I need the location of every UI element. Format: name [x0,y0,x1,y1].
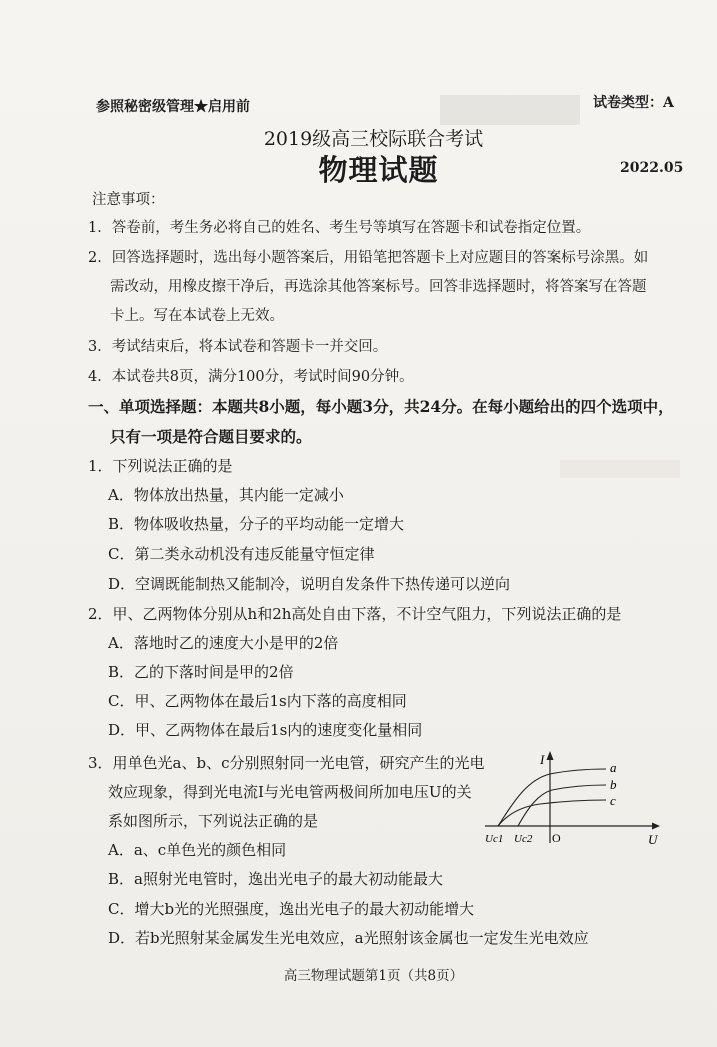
question-option: A．a、c单色光的颜色相同 [108,841,287,859]
curve-label-b: b [610,777,617,792]
question-option: D．若b光照射某金属发生光电效应，a光照射该金属也一定发生光电效应 [108,929,589,947]
section-heading-cont: 只有一项是符合题目要求的。 [110,427,312,446]
exam-date: 2022.05 [620,160,684,176]
origin-label: O [552,831,561,845]
x-axis-arrow [652,823,660,830]
notice-item: 4．本试卷共8页，满分100分，考试时间90分钟。 [88,369,414,385]
notice-item: 3．考试结束后，将本试卷和答题卡一并交回。 [88,339,388,355]
curve-label-a: a [610,760,617,775]
notice-item: 1．答卷前，考生务必将自己的姓名、考生号等填写在答题卡和试卷指定位置。 [88,220,591,236]
question-option: D．甲、乙两物体在最后1s内的速度变化量相同 [108,721,423,739]
question-option: B．物体吸收热量，分子的平均动能一定增大 [108,515,405,533]
question-stem: 3．用单色光a、b、c分别照射同一光电管，研究产生的光电 [88,754,485,772]
question-option: A．落地时乙的速度大小是甲的2倍 [108,634,339,652]
question-option: A．物体放出热量，其内能一定减小 [108,486,344,504]
uc1-label: Uc1 [485,833,504,845]
notice-heading: 注意事项： [92,192,165,208]
notice-item: 卡上。写在本试卷上无效。 [110,308,284,324]
question-stem: 2．甲、乙两物体分别从h和2h高处自由下落，不计空气阻力，下列说法正确的是 [88,605,622,623]
notice-item: 需改动，用橡皮擦干净后，再选涂其他答案标号。回答非选择题时，将答案写在答题 [110,279,647,295]
page-title: 物理试题 [318,153,439,187]
question-option: C．甲、乙两物体在最后1s内下落的高度相同 [108,692,407,710]
curve-c [498,800,606,826]
question-stem: 1．下列说法正确的是 [88,457,233,475]
question-option: B．乙的下落时间是甲的2倍 [108,663,294,681]
x-axis-label: U [648,832,658,847]
question-option: B．a照射光电管时，逸出光电子的最大初动能最大 [108,870,443,888]
page-footer: 高三物理试题第1页（共8页） [283,968,464,984]
section-heading: 一、单项选择题：本题共8小题，每小题3分，共24分。在每小题给出的四个选项中， [88,397,674,416]
question-stem-cont: 系如图所示，下列说法正确的是 [108,812,319,830]
notice-item: 2．回答选择题时，选出每小题答案后，用铅笔把答题卡上对应题目的答案标号涂黑。如 [88,250,649,266]
uc2-label: Uc2 [514,833,533,845]
question-stem-cont: 效应现象，得到光电流I与光电管两极间所加电压U的关 [108,783,472,801]
exam-name: 2019级高三校际联合考试 [263,128,484,150]
curve-label-c: c [610,793,616,808]
curve-a [498,769,606,826]
question-option: C．增大b光的光照强度，逸出光电子的最大初动能增大 [108,900,475,918]
y-axis-arrow [547,751,554,760]
secret-label: 参照秘密级管理★启用前 [96,99,250,115]
y-axis-label: I [540,752,545,767]
paper-type: 试卷类型：A [593,95,674,111]
question-option: C．第二类永动机没有违反能量守恒定律 [108,545,375,563]
question-option: D．空调既能制热又能制冷，说明自发条件下热传递可以逆向 [108,575,511,593]
photoelectric-graph [480,748,660,848]
